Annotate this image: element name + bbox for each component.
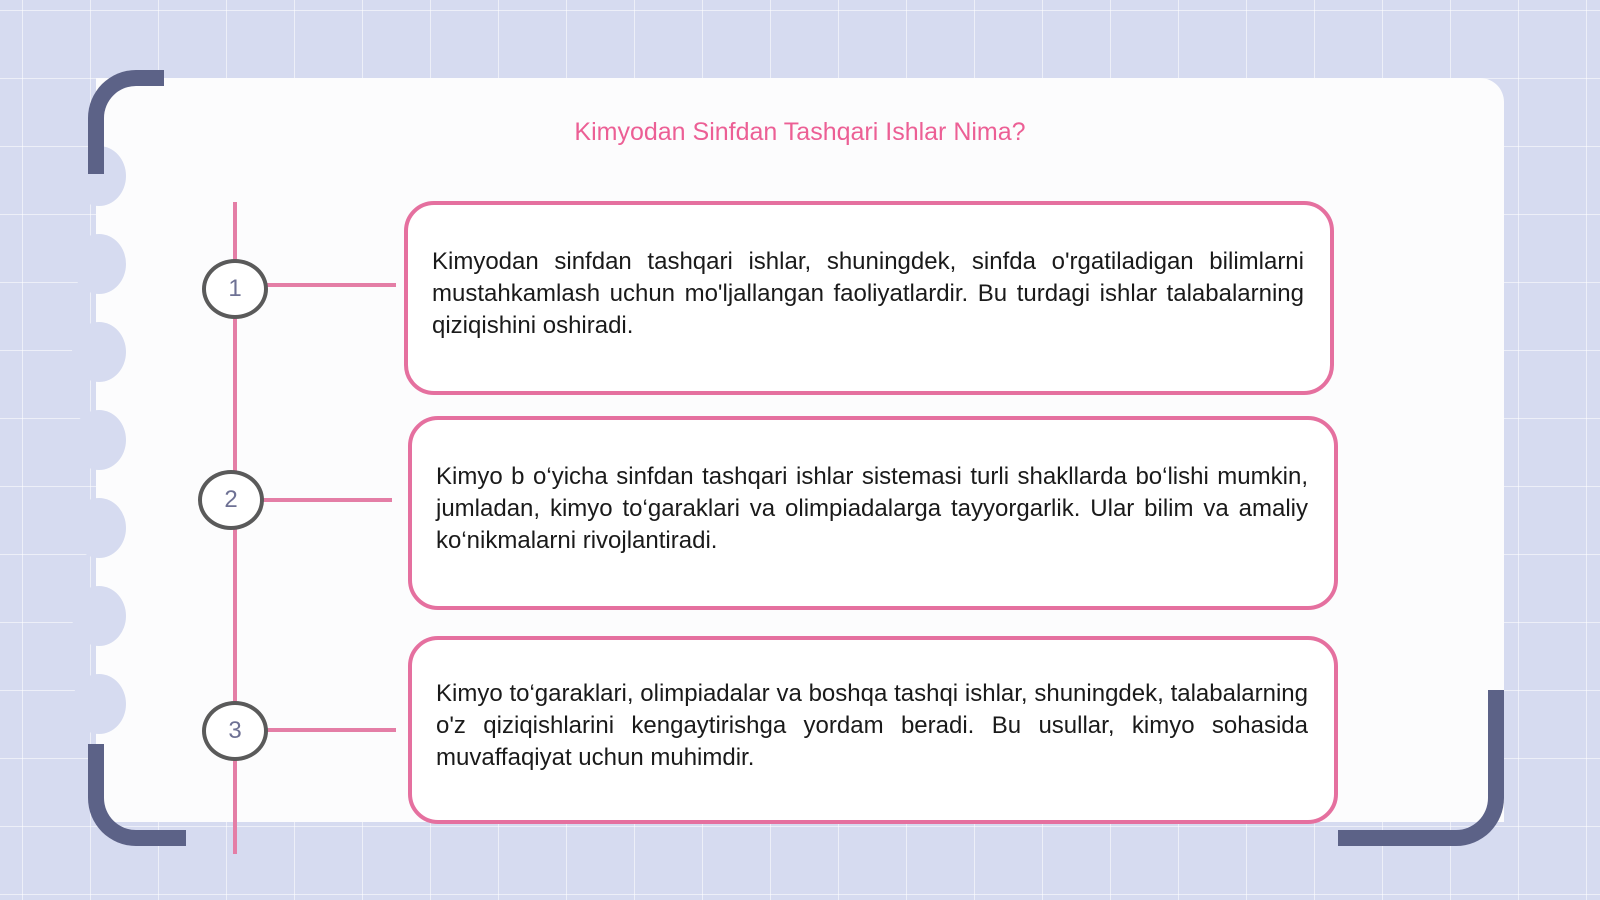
timeline-connector-2	[262, 498, 392, 502]
slide-title: Kimyodan Sinfdan Tashqari Ishlar Nima?	[574, 118, 1026, 146]
info-card-3	[408, 636, 1338, 824]
info-card-2	[408, 416, 1338, 610]
info-card-1	[404, 201, 1334, 395]
page-scallop	[72, 410, 126, 470]
page-scallop	[72, 498, 126, 558]
step-number-1	[202, 259, 268, 319]
info-card-text: Kimyo b o‘yicha sinfdan tashqari ishlar sistemasi turli shakllarda bo‘lishi mumkin, jumladan, kimyo to‘garaklari va olimpiadalarga tayyorgarlik. Ular bilim va amaliy ko‘nikmalarni rivojlantiradi.	[436, 463, 1308, 554]
step-number-label: 2	[224, 486, 238, 513]
info-card-text: Kimyodan sinfdan tashqari ishlar, shuningdek, sinfda o'rgatiladigan bilimlarni mustahkamlash uchun mo'ljallangan faoliyatlardir. Bu turdagi ishlar talabalarning qiziqishini oshiradi.	[432, 248, 1304, 339]
page-scallop	[72, 322, 126, 382]
page-scallop	[72, 674, 126, 734]
timeline-connector-1	[266, 283, 396, 287]
page-scallop	[72, 586, 126, 646]
corner-bracket-bottom-left	[88, 744, 186, 846]
timeline-connector-3	[266, 728, 396, 732]
corner-bracket-top-left	[88, 70, 164, 174]
step-number-label: 3	[228, 717, 242, 744]
step-number-2	[198, 470, 264, 530]
step-number-3	[202, 701, 268, 761]
corner-bracket-bottom-right	[1338, 690, 1504, 846]
page-scallop	[72, 234, 126, 294]
info-card-text: Kimyo to‘garaklari, olimpiadalar va boshqa tashqi ishlar, shuningdek, talabalarning o'z qiziqishlarini kengaytirishga yordam beradi. Bu usullar, kimyo sohasida muvaffaqiyat uchun muhimdir.	[436, 680, 1308, 771]
step-number-label: 1	[228, 275, 242, 302]
